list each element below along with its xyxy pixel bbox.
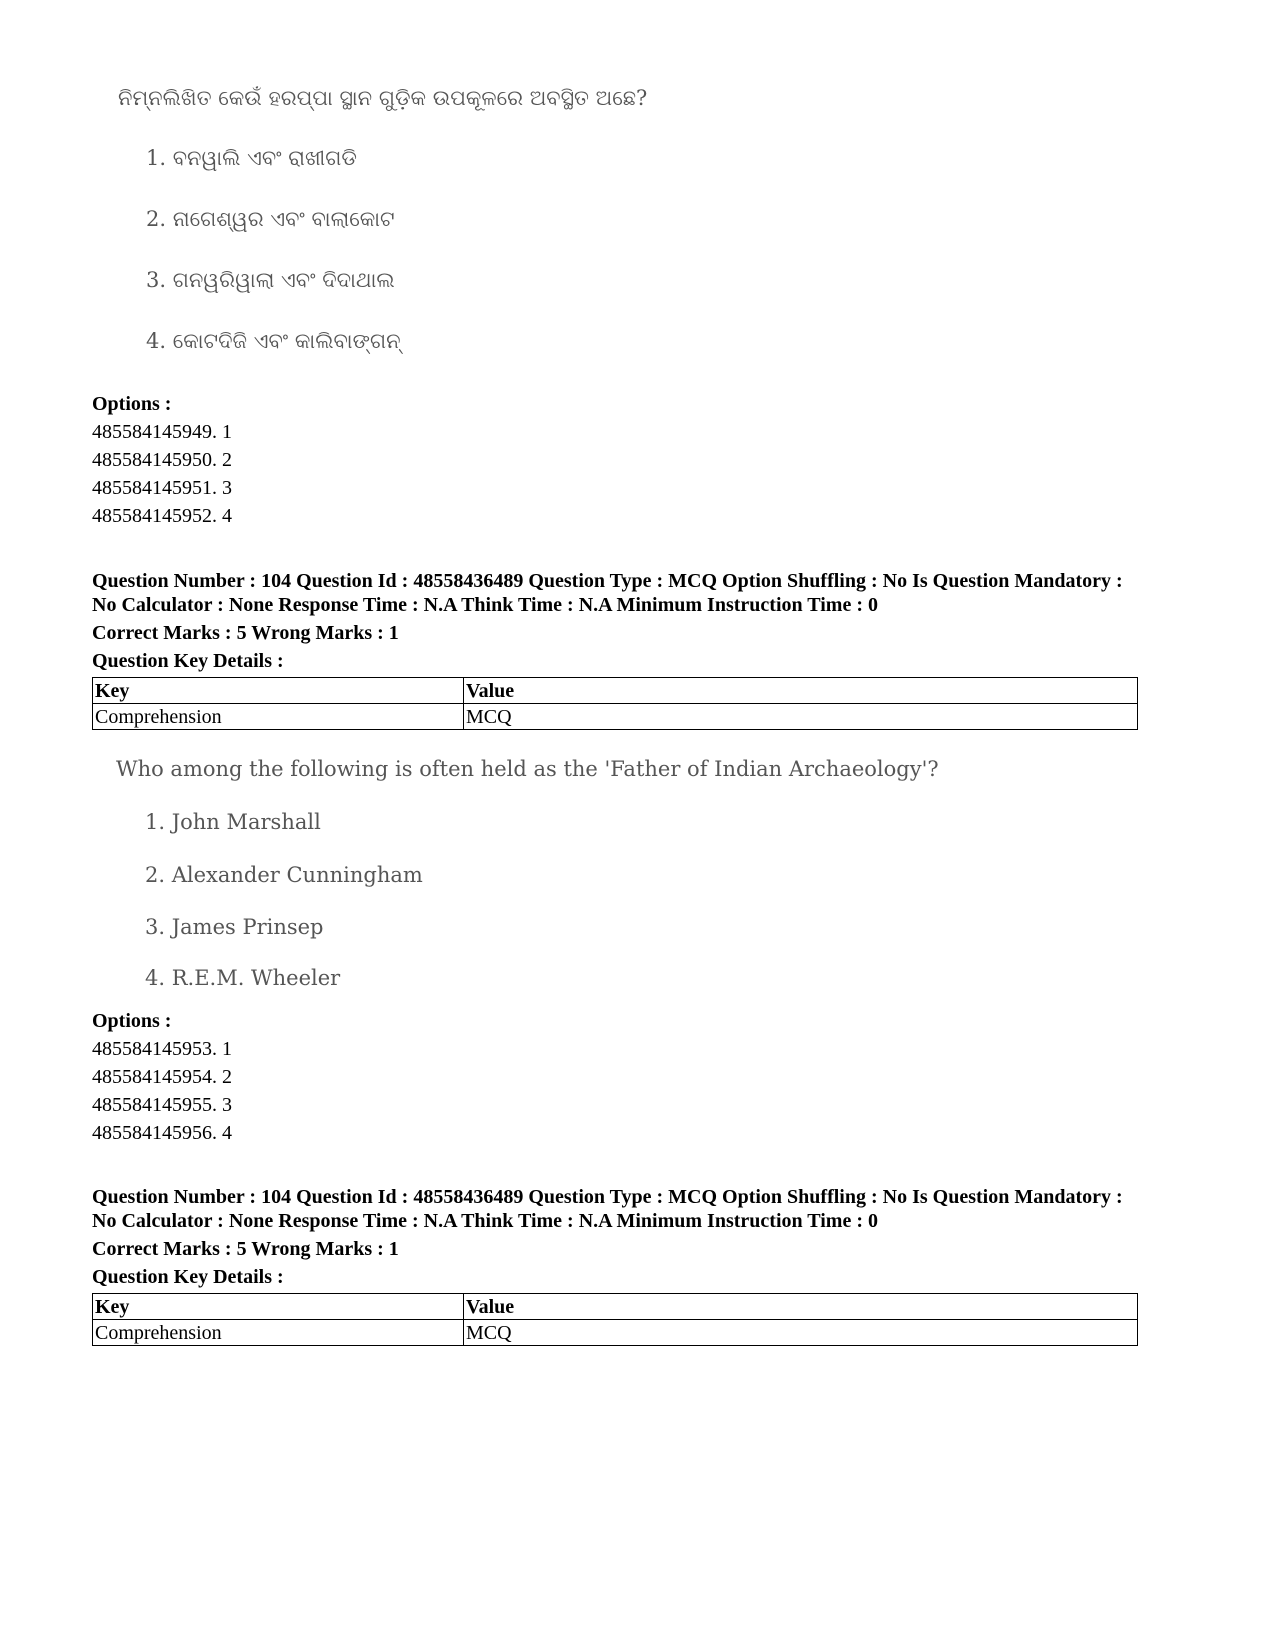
options-heading: Options : — [92, 393, 172, 415]
question-option-3: 3. James Prinsep — [145, 915, 324, 939]
table-header-value: Value — [464, 1294, 1138, 1320]
question-stem: Who among the following is often held as the 'Father of Indian Archaeology'? — [116, 757, 939, 781]
table-header-key: Key — [93, 1294, 464, 1320]
question-meta-line-2: No Calculator : None Response Time : N.A Think Time : N.A Minimum Instruction Time : 0 — [92, 594, 878, 616]
question-option-4: 4. କୋଟଦିଜି ଏବଂ କାଲିବାଙ୍ଗନ୍ — [146, 329, 401, 353]
key-details-table — [92, 1293, 1138, 1346]
marks-line: Correct Marks : 5 Wrong Marks : 1 — [92, 1238, 399, 1260]
table-cell-key: Comprehension — [93, 704, 464, 730]
question-meta-line-1: Question Number : 104 Question Id : 48558436489 Question Type : MCQ Option Shuffling : No Is Question Mandatory : — [92, 1186, 1123, 1208]
question-image-odia — [118, 86, 718, 376]
question-option-3: 3. ଗନୱରିୱାଲା ଏବଂ ଦିଦାଥାଲ — [146, 268, 395, 292]
question-meta-line-2: No Calculator : None Response Time : N.A Think Time : N.A Minimum Instruction Time : 0 — [92, 1210, 878, 1232]
table-header-row — [93, 1294, 1138, 1320]
table-row — [93, 704, 1138, 730]
option-id-3: 485584145955. 3 — [92, 1094, 232, 1116]
option-id-3: 485584145951. 3 — [92, 477, 232, 499]
question-option-1: 1. John Marshall — [145, 810, 321, 834]
question-option-1: 1. ବନୱାଲି ଏବଂ ରାଖୀଗଡି — [146, 146, 357, 170]
question-meta-line-1: Question Number : 104 Question Id : 48558436489 Question Type : MCQ Option Shuffling : No Is Question Mandatory : — [92, 570, 1123, 592]
marks-line: Correct Marks : 5 Wrong Marks : 1 — [92, 622, 399, 644]
options-heading: Options : — [92, 1010, 172, 1032]
question-image-english — [116, 757, 939, 990]
option-id-4: 485584145956. 4 — [92, 1122, 232, 1144]
option-id-4: 485584145952. 4 — [92, 505, 232, 527]
option-id-2: 485584145954. 2 — [92, 1066, 232, 1088]
table-header-row — [93, 678, 1138, 704]
table-cell-key: Comprehension — [93, 1320, 464, 1346]
table-cell-value: MCQ — [464, 1320, 1138, 1346]
table-header-value: Value — [464, 678, 1138, 704]
key-details-table — [92, 677, 1138, 730]
question-option-2: 2. Alexander Cunningham — [145, 863, 423, 887]
question-option-4: 4. R.E.M. Wheeler — [145, 966, 341, 990]
table-cell-value: MCQ — [464, 704, 1138, 730]
key-details-heading: Question Key Details : — [92, 1266, 284, 1288]
table-header-key: Key — [93, 678, 464, 704]
table-row — [93, 1320, 1138, 1346]
option-id-2: 485584145950. 2 — [92, 449, 232, 471]
option-id-1: 485584145953. 1 — [92, 1038, 232, 1060]
question-stem: ନିମ୍ନଲିଖିତ କେଉଁ ହରପ୍ପା ସ୍ଥାନ ଗୁଡ଼ିକ ଉପକୂଳରେ ଅବସ୍ଥିତ ଅଛେ? — [118, 86, 648, 110]
key-details-heading: Question Key Details : — [92, 650, 284, 672]
question-option-2: 2. ନାଗେଶ୍ୱର ଏବଂ ବାଲାକୋଟ — [146, 207, 395, 231]
option-id-1: 485584145949. 1 — [92, 421, 232, 443]
